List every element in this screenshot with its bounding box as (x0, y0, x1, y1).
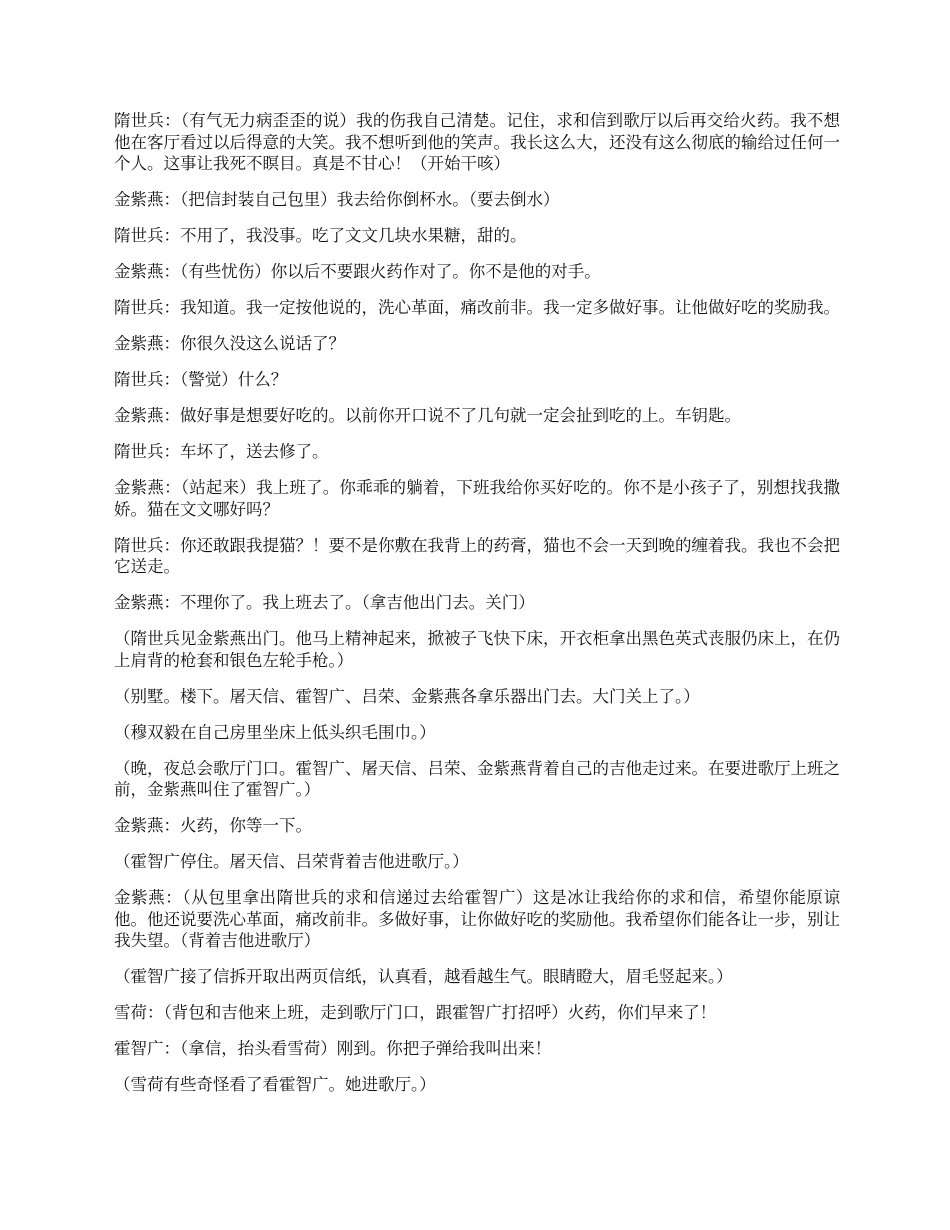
stage-direction: （晚，夜总会歌厅门口。霍智广、屠天信、吕荣、金紫燕背着自己的吉他走过来。在要进歌厅上班之前，金紫燕叫住了霍智广。） (114, 758, 840, 799)
stage-direction: （雪荷有些奇怪看了看霍智广。她进歌厅。） (114, 1075, 436, 1094)
script-paragraph: 隋世兵：你还敢跟我提猫？！要不是你敷在我背上的药膏，猫也不会一天到晚的缠着我。我也不会把它送走。 (114, 535, 840, 576)
script-paragraph: 雪荷：（背包和吉他来上班，走到歌厅门口，跟霍智广打招呼）火药，你们早来了！ (114, 1003, 717, 1022)
script-paragraph: 隋世兵：不用了，我没事。吃了文文几块水果糖，甜的。 (114, 226, 527, 245)
script-paragraph: 金紫燕：（有些忧伤）你以后不要跟火药作对了。你不是他的对手。 (114, 262, 601, 281)
script-paragraph: 金紫燕：不理你了。我上班去了。（拿吉他出门去。关门） (114, 593, 535, 612)
script-paragraph: 金紫燕：你很久没这么说话了？ (114, 334, 345, 353)
stage-direction: （别墅。楼下。屠天信、霍智广、吕荣、金紫燕各拿乐器出门去。大门关上了。） (114, 686, 700, 706)
script-paragraph: 金紫燕：（从包里拿出隋世兵的求和信递过去给霍智广）这是冰让我给你的求和信，希望你能原谅他。他还说要洗心革面，痛改前非。多做好事，让你做好吃的奖励他。我希望你们能各让一步，别让我失望。（背着吉他进歌厅） (114, 888, 840, 950)
script-paragraph: 金紫燕：（把信封装自己包里）我去给你倒杯水。（要去倒水） (114, 190, 560, 209)
stage-direction: （穆双毅在自己房里坐床上低头织毛围巾。） (114, 722, 436, 742)
script-page (114, 110, 840, 1110)
script-paragraph: 霍智广：（拿信，抬头看雪荷）刚到。你把子弹给我叫出来！ (114, 1039, 552, 1058)
stage-direction: （霍智广停住。屠天信、吕荣背着吉他进歌厅。） (114, 852, 469, 871)
script-paragraph: 金紫燕：（站起来）我上班了。你乖乖的躺着，下班我给你买好吃的。你不是小孩子了，别想找我撒娇。猫在文文哪好吗？ (114, 478, 840, 519)
script-paragraph: 隋世兵：车坏了，送去修了。 (114, 442, 329, 461)
script-paragraph: 隋世兵：（有气无力病歪歪的说）我的伤我自己清楚。记住，求和信到歌厅以后再交给火药。我不想他在客厅看过以后得意的大笑。我不想听到他的笑声。我长这么大，还没有这么彻底的输给过任何一个人。这事让我死不瞑目。真是不甘心！（开始干咳） (114, 111, 840, 173)
stage-direction: （隋世兵见金紫燕出门。他马上精神起来，掀被子飞快下床，开衣柜拿出黑色英式丧服仍床上，在仍上肩背的枪套和银色左轮手枪。） (114, 629, 840, 670)
script-paragraph: 金紫燕：火药，你等一下。 (114, 816, 312, 835)
script-paragraph: 隋世兵：我知道。我一定按他说的，洗心革面，痛改前非。我一定多做好事。让他做好吃的奖励我。 (114, 298, 840, 317)
stage-direction: （霍智广接了信拆开取出两页信纸，认真看，越看越生气。眼睛瞪大，眉毛竖起来。） (114, 967, 733, 986)
script-paragraph: 金紫燕：做好事是想要好吃的。以前你开口说不了几句就一定会扯到吃的上。车钥匙。 (114, 406, 741, 425)
script-paragraph: 隋世兵：（警觉）什么？ (114, 370, 288, 389)
